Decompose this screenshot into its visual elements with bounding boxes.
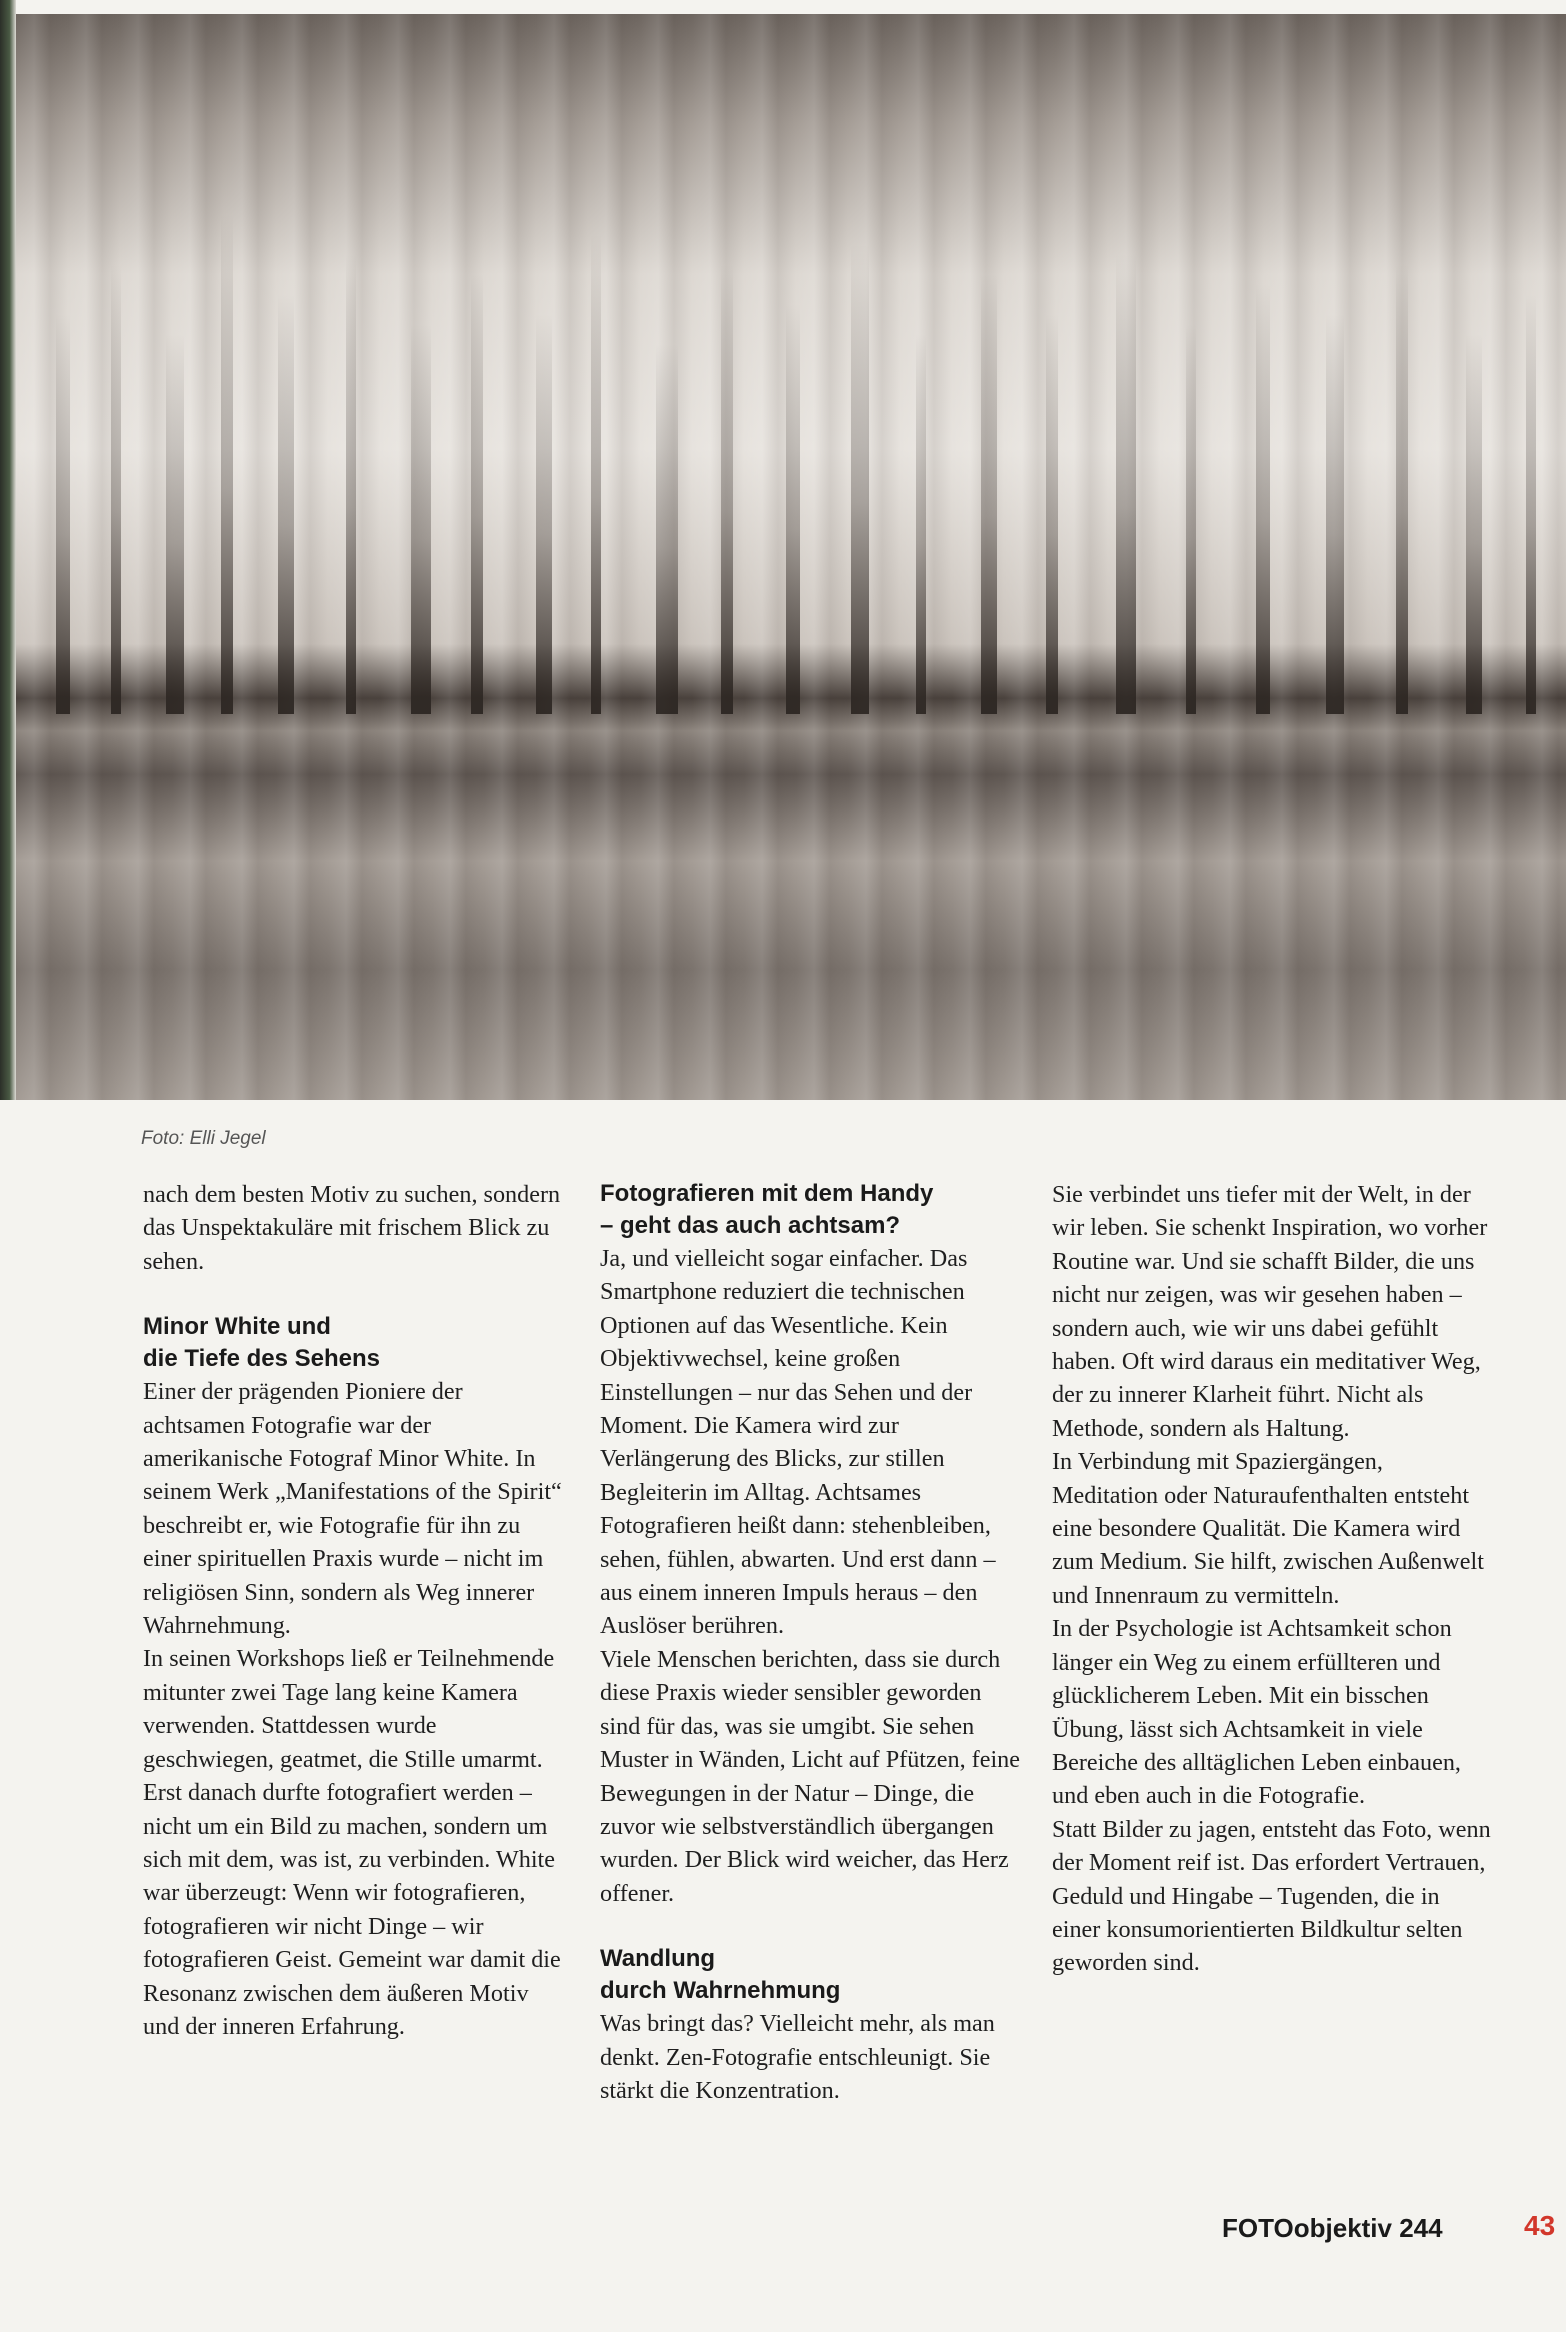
heading-handy — [600, 1178, 1020, 1242]
paragraph: In der Psychologie ist Achtsamkeit schon länger ein Weg zu einem erfüllteren und glücklicherem Leben. Mit ein bisschen Übung, lässt sich Achtsamkeit in viele Bereiche des alltäglichen Leben einbauen, und eben auch in die Fotografie. — [1052, 1615, 1461, 1810]
magazine-brand: FOTOobjektiv 244 — [1222, 2213, 1443, 2243]
heading-line: Wandlung — [600, 1945, 716, 1973]
paragraph: Was bringt das? Vielleicht mehr, als man denkt. Zen-Fotografie entschleunigt. Sie stärkt die Konzentration. — [600, 2010, 995, 2104]
page-edge — [0, 0, 16, 1100]
page-number: 43 — [1524, 2210, 1556, 2241]
reed-reflections — [16, 14, 1566, 1100]
heading-line: – geht das auch achtsam? — [600, 1212, 901, 1239]
heading-line: die Tiefe des Sehens — [143, 1345, 380, 1373]
heading-line: Minor White und — [143, 1313, 331, 1341]
heading-wandlung — [600, 1943, 1020, 2007]
paragraph: In Verbindung mit Spaziergängen, Meditation oder Naturaufenthalten entsteht eine besondere Qualität. Die Kamera wird zum Medium. Sie hilft, zwischen Außenwelt und Innenraum zu vermitteln. — [1052, 1448, 1484, 1609]
photo-credit: Foto: Elli Jegel — [141, 1128, 266, 1149]
paragraph: In seinen Workshops ließ er Teilnehmende mitunter zwei Tage lang keine Kamera verwenden. Stattdessen wurde geschwiegen, geatmet, die Stille umarmt. Erst danach durfte fotografiert werden – nicht um ein Bild zu machen, sondern um sich mit dem, was ist, zu verbinden. White war überzeugt: Wenn wir fotografieren, fotografieren wir nicht Dinge – wir fotografieren Geist. Gemeint war damit die Resonanz zwischen dem äußeren Motiv und der inneren Erfahrung. — [143, 1645, 561, 2040]
paragraph: Ja, und vielleicht sogar einfacher. Das Smartphone reduziert die technischen Optionen auf das Wesentliche. Kein Objektivwechsel, keine großen Einstellungen – nur das Sehen und der Moment. Die Kamera wird zur Verlängerung des Blicks, zur stillen Begleiterin im Alltag. Achtsames Fotografieren heißt dann: stehenbleiben, sehen, fühlen, abwarten. Und erst dann – aus einem inneren Impuls heraus – den Auslöser berühren. — [600, 1245, 996, 1640]
paragraph: Sie verbindet uns tiefer mit der Welt, in der wir leben. Sie schenkt Inspiration, wo vorher Routine war. Und sie schafft Bilder, die uns nicht nur zeigen, was wir gesehen haben – sondern auch, wie wir uns dabei gefühlt haben. Oft wird daraus ein meditativer Weg, der zu innerer Klarheit führt. Nicht als Methode, sondern als Haltung. — [1052, 1181, 1488, 1442]
paragraph: Viele Menschen berichten, dass sie durch diese Praxis wieder sensibler geworden sind für das, was sie umgibt. Sie sehen Muster in Wänden, Licht auf Pfützen, feine Bewegungen in der Natur – Dinge, die zuvor wie selbstverständlich übergangen wurden. Der Blick wird weicher, das Herz offener. — [600, 1645, 1021, 1907]
photo-image — [16, 14, 1566, 1100]
column-2 — [600, 1178, 1020, 2107]
heading-line: durch Wahrnehmung — [600, 1977, 841, 2005]
heading-line: Fotografieren mit dem Handy — [600, 1180, 934, 1207]
paragraph: Einer der prägenden Pioniere der achtsamen Fotografie war der amerikanische Fotograf Minor White. In seinem Werk „Manifestations of the Spirit“ beschreibt er, wie Fotografie für ihn zu einer spirituellen Praxis wurde – nicht im religiösen Sinn, sondern als Weg innerer Wahrnehmung. — [143, 1378, 562, 1640]
paragraph: Statt Bilder zu jagen, entsteht das Foto, wenn der Moment reif ist. Das erfordert Vertrauen, Geduld und Hingabe – Tugenden, die in einer konsumorientierten Bildkultur selten geworden sind. — [1052, 1815, 1491, 1977]
heading-minor-white — [143, 1311, 563, 1375]
column-1 — [143, 1178, 563, 2043]
intro-paragraph: nach dem besten Motiv zu suchen, sondern das Unspektakuläre mit frischem Blick zu sehen. — [143, 1181, 561, 1275]
column-3 — [1052, 1178, 1492, 1980]
